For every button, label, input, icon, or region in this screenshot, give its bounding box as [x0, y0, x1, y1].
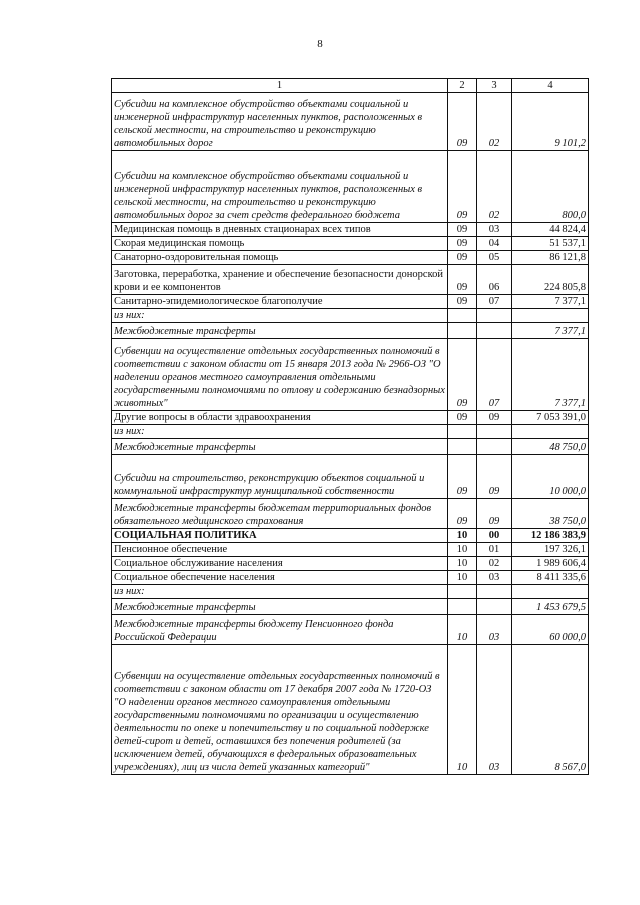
row-section: [448, 309, 477, 323]
row-subsection: 02: [477, 151, 512, 223]
row-name: Субвенции на осуществление отдельных государственных полномочий в соответствии с законом области от 15 января 2013 года № 2966-ОЗ "О наделении органов местного самоуправления отдельными государственными полномочиями по отлову и содержанию безнадзорных животных": [112, 339, 448, 411]
row-section: 10: [448, 571, 477, 585]
row-amount: 44 824,4: [512, 223, 589, 237]
row-amount: 51 537,1: [512, 237, 589, 251]
row-subsection: 04: [477, 237, 512, 251]
table-row: [112, 93, 589, 151]
row-amount: 60 000,0: [512, 615, 589, 645]
row-amount: 7 377,1: [512, 295, 589, 309]
table-row: [112, 499, 589, 529]
row-subsection: 09: [477, 455, 512, 499]
row-amount: 12 186 383,9: [512, 529, 589, 543]
row-subsection: 07: [477, 339, 512, 411]
table-header-row: [112, 79, 589, 93]
row-subsection: 05: [477, 251, 512, 265]
row-subsection: 03: [477, 223, 512, 237]
row-section: 09: [448, 411, 477, 425]
table-row: [112, 323, 589, 339]
row-section: [448, 439, 477, 455]
table-row: [112, 151, 589, 223]
row-amount: 8 567,0: [512, 645, 589, 775]
row-amount: [512, 425, 589, 439]
header-col-1: 1: [112, 79, 448, 93]
table-row: [112, 309, 589, 323]
row-section: 09: [448, 295, 477, 309]
row-name: Санитарно-эпидемиологическое благополучие: [112, 295, 448, 309]
row-name: Субсидии на комплексное обустройство объектами социальной и инженерной инфраструктур населенных пунктов, расположенных в сельской местности, на строительство и реконструкцию автомобильных дорог: [112, 93, 448, 151]
row-subsection: 09: [477, 499, 512, 529]
table-row: [112, 425, 589, 439]
row-name: Межбюджетные трансферты бюджету Пенсионного фонда Российской Федерации: [112, 615, 448, 645]
row-name: Межбюджетные трансферты: [112, 599, 448, 615]
row-amount: 48 750,0: [512, 439, 589, 455]
table-row: [112, 571, 589, 585]
row-section: 09: [448, 251, 477, 265]
row-amount: 38 750,0: [512, 499, 589, 529]
row-amount: 1 453 679,5: [512, 599, 589, 615]
row-section: 09: [448, 455, 477, 499]
row-amount: 7 377,1: [512, 339, 589, 411]
table-row: [112, 339, 589, 411]
table-row: [112, 529, 589, 543]
row-name: СОЦИАЛЬНАЯ ПОЛИТИКА: [112, 529, 448, 543]
table-row: [112, 223, 589, 237]
row-subsection: [477, 439, 512, 455]
row-subsection: [477, 309, 512, 323]
row-name: Другие вопросы в области здравоохранения: [112, 411, 448, 425]
row-subsection: [477, 599, 512, 615]
table-row: [112, 645, 589, 775]
row-name: Заготовка, переработка, хранение и обеспечение безопасности донорской крови и ее компонентов: [112, 265, 448, 295]
row-section: 09: [448, 339, 477, 411]
row-section: 09: [448, 93, 477, 151]
row-section: 10: [448, 529, 477, 543]
row-name: Субвенции на осуществление отдельных государственных полномочий в соответствии с законом области от 17 декабря 2007 года № 1720-ОЗ "О наделении органов местного самоуправления отдельными государственными полномочиями по организации и осуществлению деятельности по опеке и попечительству и по социальной поддержке детей-сирот и детей, оставшихся без попечения родителей (за исключением детей, обучающихся в федеральных образовательных учреждениях), лиц из числа детей указанных категорий": [112, 645, 448, 775]
row-subsection: 09: [477, 411, 512, 425]
table-row: [112, 543, 589, 557]
header-col-3: 3: [477, 79, 512, 93]
page-number: 8: [317, 38, 323, 50]
table-row: [112, 265, 589, 295]
header-col-2: 2: [448, 79, 477, 93]
row-name: Межбюджетные трансферты бюджетам территориальных фондов обязательного медицинского страхования: [112, 499, 448, 529]
row-subsection: [477, 585, 512, 599]
table-row: [112, 455, 589, 499]
row-amount: 197 326,1: [512, 543, 589, 557]
row-section: [448, 323, 477, 339]
table-row: [112, 599, 589, 615]
row-name: Санаторно-оздоровительная помощь: [112, 251, 448, 265]
row-amount: 7 053 391,0: [512, 411, 589, 425]
table-row: [112, 411, 589, 425]
row-amount: 800,0: [512, 151, 589, 223]
table-row: [112, 615, 589, 645]
row-amount: 86 121,8: [512, 251, 589, 265]
row-subsection: 03: [477, 571, 512, 585]
table-row: [112, 557, 589, 571]
row-section: 10: [448, 645, 477, 775]
row-section: 09: [448, 265, 477, 295]
row-subsection: [477, 323, 512, 339]
table-row: [112, 251, 589, 265]
row-name: Скорая медицинская помощь: [112, 237, 448, 251]
row-subsection: 03: [477, 615, 512, 645]
table-row: [112, 439, 589, 455]
row-section: 10: [448, 557, 477, 571]
row-subsection: 06: [477, 265, 512, 295]
row-amount: 224 805,8: [512, 265, 589, 295]
row-name: Социальное обеспечение населения: [112, 571, 448, 585]
row-section: 09: [448, 237, 477, 251]
row-subsection: 03: [477, 645, 512, 775]
row-amount: 1 989 606,4: [512, 557, 589, 571]
row-amount: 9 101,2: [512, 93, 589, 151]
row-subsection: 01: [477, 543, 512, 557]
row-name: Субсидии на комплексное обустройство объектами социальной и инженерной инфраструктур населенных пунктов, расположенных в сельской местности, на строительство и реконструкцию автомобильных дорог за счет средств федерального бюджета: [112, 151, 448, 223]
table-row: [112, 237, 589, 251]
row-section: 10: [448, 615, 477, 645]
row-amount: 7 377,1: [512, 323, 589, 339]
table-row: [112, 295, 589, 309]
row-amount: 10 000,0: [512, 455, 589, 499]
row-subsection: 02: [477, 93, 512, 151]
row-section: 09: [448, 499, 477, 529]
row-name: Медицинская помощь в дневных стационарах всех типов: [112, 223, 448, 237]
row-amount: 8 411 335,6: [512, 571, 589, 585]
row-subsection: 00: [477, 529, 512, 543]
row-name: из них:: [112, 425, 448, 439]
row-subsection: 02: [477, 557, 512, 571]
row-name: Межбюджетные трансферты: [112, 439, 448, 455]
row-name: Межбюджетные трансферты: [112, 323, 448, 339]
row-subsection: [477, 425, 512, 439]
row-amount: [512, 585, 589, 599]
row-name: Пенсионное обеспечение: [112, 543, 448, 557]
row-name: из них:: [112, 585, 448, 599]
row-section: [448, 599, 477, 615]
row-name: Субсидии на строительство, реконструкцию объектов социальной и коммунальной инфраструктур муниципальной собственности: [112, 455, 448, 499]
row-amount: [512, 309, 589, 323]
row-subsection: 07: [477, 295, 512, 309]
row-name: из них:: [112, 309, 448, 323]
row-section: 09: [448, 151, 477, 223]
row-section: [448, 585, 477, 599]
budget-table: [111, 78, 589, 775]
row-name: Социальное обслуживание населения: [112, 557, 448, 571]
table-row: [112, 585, 589, 599]
row-section: 09: [448, 223, 477, 237]
header-col-4: 4: [512, 79, 589, 93]
row-section: 10: [448, 543, 477, 557]
row-section: [448, 425, 477, 439]
